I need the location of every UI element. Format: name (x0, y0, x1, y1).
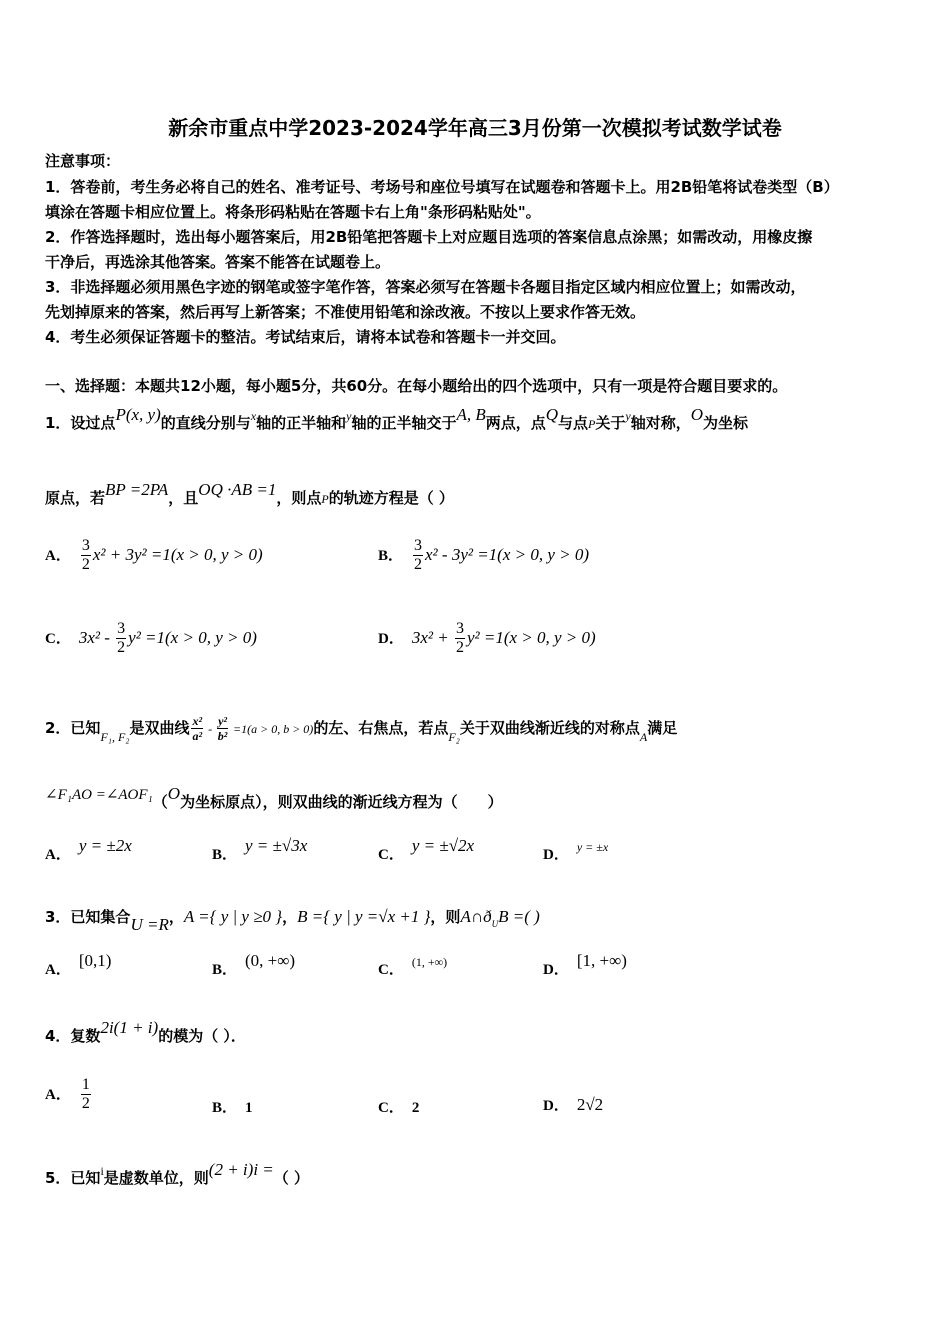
math: [0,1) (78, 951, 112, 970)
option-label: C． (378, 847, 404, 863)
fraction (413, 537, 423, 574)
numerator: x² (192, 714, 203, 728)
numerator: 3 (455, 620, 464, 637)
text: 满足 (647, 719, 678, 737)
math: y = ±√2x (411, 836, 475, 855)
math: y = ±x (576, 840, 609, 854)
math: B ={ y | y =√x +1 } (297, 907, 431, 926)
math: P (588, 417, 596, 431)
exam-title: 新余市重点中学2023-2024学年高三3月份第一次模拟考试数学试卷 (168, 116, 782, 140)
math: 3x² + (411, 628, 453, 647)
notice-heading: 注意事项： (45, 152, 121, 170)
fraction (81, 1076, 91, 1113)
option-label: B． (212, 847, 238, 863)
math: y = ±√3x (245, 836, 308, 855)
math: BP =2PA (105, 480, 169, 499)
option-label: D． (543, 1098, 569, 1114)
math: x² - 3y² =1(x > 0, y > 0) (425, 545, 590, 564)
math: OQ ·AB =1 (198, 480, 277, 499)
denominator: 2 (81, 1095, 90, 1112)
denominator: 2 (81, 556, 90, 573)
math: x (250, 409, 257, 423)
denominator: b² (217, 729, 228, 743)
text: 的直线分别与 (160, 414, 251, 432)
question-2-line-1 (45, 710, 677, 747)
math: U =R (130, 915, 169, 934)
q2-option-c[interactable] (378, 836, 475, 864)
text: 2．已知 (45, 719, 101, 737)
option-label: B． (378, 548, 404, 564)
text: 两点，点 (485, 414, 546, 432)
denominator: 2 (414, 556, 423, 573)
text: （ ） (273, 1169, 309, 1187)
question-4-line (45, 1018, 246, 1046)
text: 是虚数单位，则 (103, 1169, 209, 1187)
q4-option-a[interactable] (45, 1076, 93, 1113)
text: ，且 (168, 489, 199, 507)
math: x² + 3y² =1(x > 0, y > 0) (92, 545, 263, 564)
q1-option-d[interactable] (378, 620, 596, 657)
math: y² =1(x > 0, y > 0) (466, 628, 596, 647)
option-label: A． (45, 847, 71, 863)
math: P(x, y) (115, 405, 161, 424)
q2-option-d[interactable] (543, 840, 609, 864)
notice-line: 3．非选择题必须用黑色字迹的钢笔或签字笔作答，答案必须写在答题卡各题目指定区域内相应位置上；如需改动， (45, 278, 806, 296)
notice-line: 4．考生必须保证答题卡的整洁。考试结束后，请将本试卷和答题卡一并交回。 (45, 328, 566, 346)
fraction (116, 620, 126, 657)
math: 2i(1 + i) (100, 1018, 159, 1037)
math: 3x² - (78, 628, 115, 647)
question-1-line-2 (45, 480, 454, 509)
option-label: B． (212, 962, 238, 978)
option-label: A． (45, 1087, 71, 1103)
text: 轴对称， (630, 414, 691, 432)
math: P (321, 492, 329, 506)
q3-option-b[interactable] (212, 951, 296, 979)
text: 轴的正半轴和 (256, 414, 347, 432)
math: y (625, 409, 631, 423)
math: O (167, 784, 181, 803)
option-label: A． (45, 548, 71, 564)
denominator: 2 (117, 639, 126, 656)
text: （ (152, 793, 168, 811)
math: (2 + i)i = (208, 1160, 274, 1179)
text: 为坐标原点），则双曲线的渐近线方程为（ ） (180, 793, 503, 811)
question-1-line-1 (45, 405, 749, 434)
math: ∠F₁AO =∠AOF₁ (45, 787, 153, 803)
text: 为坐标 (703, 414, 749, 432)
fraction (455, 620, 465, 657)
option-label: D． (378, 631, 404, 647)
q3-option-c[interactable] (378, 955, 448, 979)
notice-line: 干净后，再选涂其他答案。答案不能答在试题卷上。 (45, 253, 391, 271)
math: Q (545, 405, 559, 424)
text: 的左、右焦点，若点 (313, 719, 449, 737)
math: A (639, 730, 648, 744)
math: A ={ y | y ≥0 } (183, 907, 283, 926)
q2-option-a[interactable] (45, 836, 132, 864)
math: (1, +∞) (411, 955, 448, 969)
option-label: C． (378, 1100, 404, 1116)
numerator: 1 (81, 1076, 90, 1093)
numerator: 3 (117, 620, 126, 637)
question-3-line (45, 907, 540, 934)
option-value: 1 (245, 1100, 253, 1116)
q4-option-b[interactable] (212, 1096, 261, 1117)
math: y = ±2x (78, 836, 132, 855)
text: 的轨迹方程是（ ） (328, 489, 454, 507)
option-label: A． (45, 962, 71, 978)
text: 的模为（ ）． (158, 1027, 246, 1045)
question-2-line-2 (45, 784, 503, 813)
option-value: 2 (411, 1100, 420, 1116)
text: ，则 (430, 908, 461, 926)
q3-option-a[interactable] (45, 951, 112, 979)
text: 是双曲线 (129, 719, 190, 737)
math: y² =1(x > 0, y > 0) (128, 628, 257, 647)
math-subscript: U (491, 919, 499, 929)
text: 与点 (558, 414, 589, 432)
notice-line: 1．答卷前，考生务必将自己的姓名、准考证号、考场号和座位号填写在试题卷和答题卡上。用2B铅笔将试卷类型（B） (45, 178, 839, 196)
option-label: C． (378, 962, 404, 978)
numerator: 3 (414, 537, 423, 554)
math: 2√2 (576, 1095, 604, 1114)
text: ， (282, 908, 298, 926)
q1-option-c[interactable] (45, 620, 257, 657)
q2-option-b[interactable] (212, 836, 308, 864)
math: F₁, F₂ (100, 730, 130, 744)
text: 3．已知集合 (45, 908, 131, 926)
denominator: 2 (455, 639, 464, 656)
text: 关于双曲线渐近线的对称点 (459, 719, 640, 737)
option-label: B． (212, 1100, 238, 1116)
numerator: y² (218, 714, 228, 728)
option-label: D． (543, 847, 569, 863)
q1-option-b[interactable] (378, 537, 589, 574)
text: 5．已知 (45, 1169, 101, 1187)
math: - (205, 722, 216, 736)
math: O (690, 405, 704, 424)
text: 轴的正半轴交于 (351, 414, 457, 432)
fraction (191, 714, 203, 743)
math: A∩ð (460, 907, 492, 926)
text: ，则点 (276, 489, 322, 507)
math: (0, +∞) (245, 951, 296, 970)
q4-option-d[interactable] (543, 1094, 603, 1115)
notice-line: 先划掉原来的答案，然后再写上新答案；不准使用铅笔和涂改液。不按以上要求作答无效。 (45, 303, 646, 321)
text: ， (168, 908, 184, 926)
text: 原点，若 (45, 489, 106, 507)
question-5-line (45, 1160, 309, 1189)
math: y (346, 409, 352, 423)
math: F₂ (448, 730, 460, 744)
q1-option-a[interactable] (45, 537, 263, 574)
numerator: 3 (81, 537, 90, 554)
q4-option-c[interactable] (378, 1096, 427, 1117)
text: 4．复数 (45, 1027, 101, 1045)
math: [1, +∞) (576, 951, 627, 970)
text: 关于 (595, 414, 626, 432)
option-label: D． (543, 962, 569, 978)
math: A, B (456, 405, 486, 424)
notice-line: 2．作答选择题时，选出每小题答案后，用2B铅笔把答题卡上对应题目选项的答案信息点涂黑；如需改动，用橡皮擦 (45, 228, 813, 246)
fraction (217, 714, 228, 743)
text: 1．设过点 (45, 414, 116, 432)
notice-line: 填涂在答题卡相应位置上。将条形码粘贴在答题卡右上角"条形码粘贴处"。 (45, 203, 541, 221)
q3-option-d[interactable] (543, 951, 627, 979)
math: B =( ) (498, 907, 540, 926)
fraction (81, 537, 91, 574)
denominator: a² (192, 729, 203, 743)
math: =1(a > 0, b > 0) (230, 722, 314, 736)
section-heading: 一、选择题：本题共12小题，每小题5分，共60分。在每小题给出的四个选项中，只有一项是符合题目要求的。 (45, 377, 788, 395)
math: i (100, 1164, 104, 1178)
option-label: C． (45, 631, 71, 647)
